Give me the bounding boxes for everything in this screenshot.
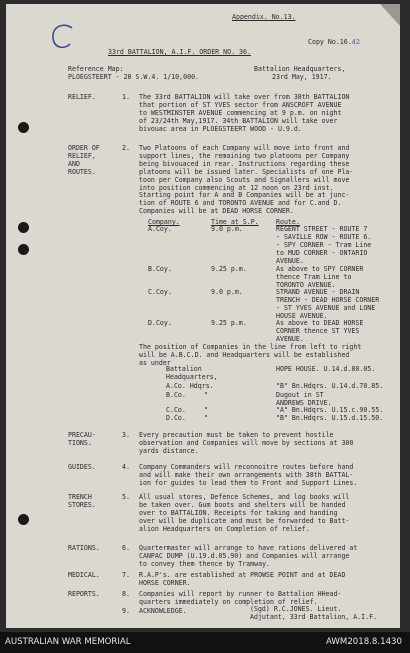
position-ditto: " bbox=[204, 406, 208, 414]
reference-map: PLOEGSTEERT - 28 S.W.4. 1/10,000. bbox=[68, 73, 200, 81]
table-cell-time: 9.0 p.m. bbox=[211, 288, 243, 296]
table-cell-route: AVENUE. bbox=[276, 334, 304, 343]
table-cell-company: C.Coy. bbox=[148, 288, 172, 296]
table-cell-route: HOUSE AVENUE. bbox=[276, 311, 328, 320]
section-text-line: Every precaution must be taken to prevent hostile bbox=[139, 431, 334, 439]
section-body bbox=[139, 545, 400, 569]
table-cell-time: 9.25 p.m. bbox=[211, 319, 247, 327]
section-text-line: tion of ROUTE 6 and TORONTO AVENUE and for C.and D. bbox=[139, 199, 342, 208]
footer-catalog-id: AWM2018.8.1430 bbox=[326, 637, 402, 647]
section-text-line: Companies will report by runner to Battalion HHead- bbox=[139, 590, 342, 598]
position-place: HOPE HOUSE. U.14.d.80.05. bbox=[276, 365, 376, 373]
reference-map-label: Reference Map: bbox=[68, 65, 124, 73]
section-label bbox=[68, 464, 96, 472]
hq-label: Battalion Headquarters, bbox=[254, 65, 346, 73]
section-text-line: quarters immediately on completion of relief. bbox=[139, 597, 318, 606]
section-label bbox=[68, 494, 96, 510]
section-text-line: of 23/24th May,1917. 34th BATTALION will take over bbox=[139, 116, 338, 125]
table-cell-route: TORONTO AVENUE. bbox=[276, 280, 336, 289]
section-text-line: observation and Companies will move by sections at 300 bbox=[139, 438, 354, 447]
section-label-line: TRENCH bbox=[68, 493, 92, 501]
section-text-line: alion Headquarters on Completion of relief. bbox=[139, 524, 310, 533]
section-text-line: over to BATTALION. Receipts for taking and handing bbox=[139, 508, 338, 517]
positions-intro-line: The position of Companies in the line from left to right bbox=[139, 343, 362, 351]
section-text-line: ACKNOWLEDGE. bbox=[139, 607, 187, 615]
section-text-line: R.A.P's. are established at PROWSE POINT and at DEAD bbox=[139, 571, 346, 579]
section-number: 5. bbox=[122, 493, 130, 501]
folded-corner bbox=[380, 4, 400, 28]
section-text-line: CANPAC DUMP (U.19.d.05.90) and Companies will arrange bbox=[139, 551, 350, 560]
position-unit: C.Co. bbox=[166, 406, 186, 414]
section-body bbox=[139, 464, 400, 488]
section-number: 7. bbox=[122, 571, 130, 579]
position-place: "A" Bn.Hdqrs. U.15.c.90.55. bbox=[276, 406, 384, 414]
table-cell-route: to MUD CORNER - ONTARIO bbox=[276, 248, 368, 257]
section-text-line: that portion of ST YVES sector from ANSCROFT AVENUE bbox=[139, 100, 342, 109]
table-cell-route: As above to DEAD HORSE bbox=[276, 319, 364, 327]
table-cell-company: D.Coy. bbox=[148, 319, 172, 327]
section-label-line: ORDER OF bbox=[68, 144, 100, 152]
table-header: Time at S.P. bbox=[211, 218, 259, 226]
signature-line-1: (Sgd) R.C.JONES. Lieut. bbox=[250, 605, 342, 613]
order-title: 33rd BATTALION, A.I.F. ORDER NO. 36. bbox=[108, 48, 251, 56]
table-cell-route: As above to SPY CORNER bbox=[276, 265, 364, 273]
position-place: "B" Bn.Hdqrs. U.15.d.15.50. bbox=[276, 414, 384, 422]
section-label bbox=[68, 572, 100, 580]
position-unit: Headquarters, bbox=[166, 372, 218, 381]
handwritten-c-mark bbox=[48, 22, 78, 52]
table-cell-company: A.Coy. bbox=[148, 225, 172, 233]
section-label-line: RELIEF. bbox=[68, 93, 96, 101]
section-number: 3. bbox=[122, 431, 130, 439]
punch-hole bbox=[18, 222, 29, 233]
section-label bbox=[68, 145, 100, 177]
position-unit: Battalion bbox=[166, 365, 202, 373]
table-cell-route: AVENUE. bbox=[276, 256, 304, 265]
table-header: Company. bbox=[148, 218, 180, 226]
document-page bbox=[6, 4, 400, 628]
section-text-line: Quartermaster will arrange to have rations delivered at bbox=[139, 544, 358, 552]
section-text-line: platoons will be issued later. Specialists of one Pla- bbox=[139, 167, 354, 176]
section-number: 9. bbox=[122, 607, 130, 615]
position-unit: A.Co. Hdqrs. bbox=[166, 382, 214, 390]
table-cell-route: - SAVILLE ROW - ROUTE 6. bbox=[276, 232, 372, 241]
section-label bbox=[68, 545, 100, 553]
section-number: 6. bbox=[122, 544, 130, 552]
section-text-line: and will make their own arrangements with 38th BATTAL- bbox=[139, 470, 354, 479]
section-text-line: Companies will be at DEAD HORSE CORNER. bbox=[139, 207, 294, 216]
table-cell-route: REGENT STREET - ROUTE 7 bbox=[276, 225, 368, 233]
position-place: Dugout in ST bbox=[276, 391, 324, 399]
section-body bbox=[139, 145, 400, 216]
punch-hole bbox=[18, 514, 29, 525]
section-body bbox=[139, 94, 400, 134]
section-text-line: Starting point for A and B Companies will be at junc- bbox=[139, 191, 350, 200]
section-label-line: TIONS. bbox=[68, 438, 92, 447]
signature-line-2: Adjutant, 33rd Battalion, A.I.F. bbox=[250, 613, 378, 621]
position-unit: B.Co. bbox=[166, 391, 186, 399]
table-cell-route: - SPY CORNER - Tram Line bbox=[276, 240, 372, 249]
section-text-line: be taken over. Gum boots and shelters will be handed bbox=[139, 500, 346, 509]
table-cell-route: STRAND AVENUE - DRAIN bbox=[276, 288, 360, 296]
table-cell-company: B.Coy. bbox=[148, 265, 172, 273]
section-label-line: STORES. bbox=[68, 500, 96, 509]
position-place: ANDREWS DRIVE. bbox=[276, 398, 332, 407]
section-text-line: into position commencing at 12 noon on 23rd inst. bbox=[139, 183, 334, 192]
section-label-line: MEDICAL. bbox=[68, 571, 100, 579]
section-text-line: to convey them thence by Tramway. bbox=[139, 559, 271, 568]
section-label bbox=[68, 591, 100, 599]
section-text-line: All usual stores, Defence Schemes, and log books will bbox=[139, 493, 350, 501]
section-number: 1. bbox=[122, 93, 130, 101]
section-label-line: RELIEF, bbox=[68, 151, 96, 160]
position-ditto: " bbox=[204, 414, 208, 422]
table-cell-route: TRENCH - DEAD HORSE CORNER bbox=[276, 295, 380, 304]
punch-hole bbox=[18, 122, 29, 133]
table-cell-route: CORNER thence ST YVES bbox=[276, 326, 360, 335]
section-number: 8. bbox=[122, 590, 130, 598]
section-label-line: GUIDES. bbox=[68, 463, 96, 471]
section-text-line: bivouac area in PLOEGSTEERT WOOD - U.9.d. bbox=[139, 124, 302, 133]
table-cell-time: 9.0 p.m. bbox=[211, 225, 243, 233]
section-body bbox=[139, 494, 400, 534]
section-text-line: over will be duplicate and must be forwarded to Batt- bbox=[139, 516, 350, 525]
section-number: 4. bbox=[122, 463, 130, 471]
section-text-line: to WESTMINSTER AVENUE commencing at 9 p.m. on night bbox=[139, 108, 342, 117]
section-body bbox=[139, 572, 400, 588]
section-label bbox=[68, 94, 96, 102]
appendix-number: Appendix. No.13. bbox=[232, 13, 296, 21]
section-label-line: ROUTES. bbox=[68, 167, 96, 176]
section-text-line: Two Platoons of each Company will move into front and bbox=[139, 144, 350, 152]
position-place: "B" Bn.Hdqrs. U.14.d.70.85. bbox=[276, 382, 384, 390]
table-cell-time: 9.25 p.m. bbox=[211, 265, 247, 273]
section-number: 2. bbox=[122, 144, 130, 152]
copy-number-text: Copy No.16. bbox=[308, 38, 352, 46]
table-cell-route: - ST YVES AVENUE and LONE bbox=[276, 303, 376, 312]
section-label-line: PRECAU- bbox=[68, 431, 96, 439]
position-ditto: " bbox=[204, 391, 208, 399]
section-label-line: REPORTS. bbox=[68, 590, 100, 598]
copy-number-handwritten: 42 bbox=[351, 38, 361, 46]
section-label-line: RATIONS. bbox=[68, 544, 100, 552]
punch-hole bbox=[18, 244, 29, 255]
section-body bbox=[139, 432, 400, 456]
table-header: Route. bbox=[276, 218, 300, 226]
section-text-line: ion for guides to lead them to Front and Support Lines. bbox=[139, 478, 358, 487]
section-text-line: support lines, the remaining two platoons per Company bbox=[139, 151, 350, 160]
section-text-line: yards distance. bbox=[139, 446, 199, 455]
section-text-line: The 33rd BATTALION will take over from 38th BATTALION bbox=[139, 93, 350, 101]
copy-number bbox=[308, 39, 360, 47]
table-cell-route: thence Tram Line to bbox=[276, 272, 352, 281]
order-date: 23rd May, 1917. bbox=[272, 73, 332, 81]
positions-intro-line: as under bbox=[139, 358, 171, 367]
section-label bbox=[68, 432, 96, 448]
footer-institution: AUSTRALIAN WAR MEMORIAL bbox=[5, 637, 131, 647]
section-label-line: AND bbox=[68, 159, 80, 168]
section-text-line: Company Commanders will reconnoitre routes before hand bbox=[139, 463, 354, 471]
positions-intro-line: will be A.B.C.D. and Headquarters will be established bbox=[139, 350, 350, 359]
section-text-line: HORSE CORNER. bbox=[139, 578, 191, 587]
section-text-line: being bivouaced in rear. Instructions regarding these bbox=[139, 159, 350, 168]
section-text-line: toon per Company also Scouts and Signallers will move bbox=[139, 175, 350, 184]
position-unit: D.Co. bbox=[166, 414, 186, 422]
footer-bar bbox=[0, 632, 410, 653]
